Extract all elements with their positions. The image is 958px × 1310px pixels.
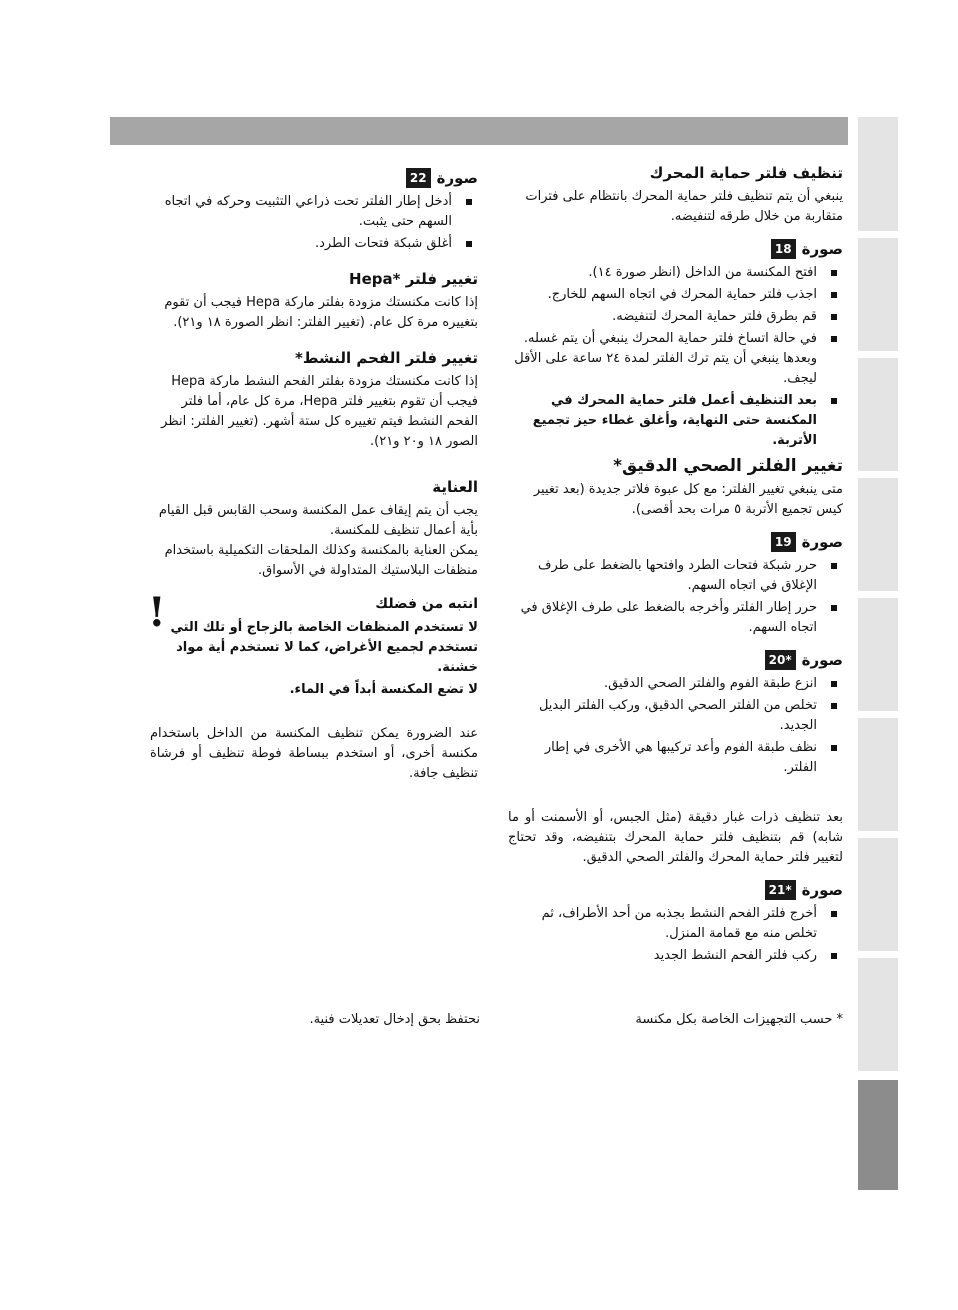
carbon-filter-text: إذا كانت مكنستك مزودة بفلتر الفحم النشط ماركة Hepa فيجب أن تقوم بتغيير فلتر Hepa، مرة كل عام، أما فلتر الفحم النشط فيتم تغييره كل ستة أشهر. (تغيير الفلتر: انظر الصور ١٨ و٢٠ و٢١). [161,374,478,449]
steps-list-21 [508,904,843,966]
figure-number: 18 [771,239,796,259]
care-text-2: يمكن العناية بالمكنسة وكذلك الملحقات التكميلية باستخدام منظفات البلاستيك المتداولة في الأسواق. [164,543,478,578]
side-tab-active[interactable] [858,1080,898,1190]
warning-text-1: لا تستخدم المنظفات الخاصة بالزجاج أو تلك التي تستخدم لجميع الأغراض، كما لا تستخدم أية مواد خشنة. [170,620,478,675]
exclamation-icon: ! [148,589,166,636]
steps-list-18 [508,263,843,451]
care-text-1: يجب أن يتم إيقاف عمل المكنسة وسحب القابس قبل القيام بأية أعمال تنظيف للمكنسة. [158,503,478,538]
section-title-hepa: تغيير فلتر *Hepa [349,270,478,288]
list-item: بعد التنظيف أعمل فلتر حماية المحرك في المكنسة حتى النهاية، وأغلق غطاء حيز تجميع الأتربة. [508,391,843,451]
side-tab[interactable] [858,238,898,351]
equipment-footnote: * حسب التجهيزات الخاصة بكل مكنسة [635,1012,843,1027]
steps-list-19 [508,556,843,638]
side-tab[interactable] [858,838,898,951]
figure-20-heading [508,650,843,670]
figure-label: صورة [801,881,843,899]
fine-dust-text: بعد تنظيف ذرات غبار دقيقة (مثل الجبس، أو الأسمنت أو ما شابه) قم بتنظيف فلتر حماية المحرك بتنفيضه، وقد تحتاج لتغيير فلتر حماية المحرك والفلتر الصحي الدقيق. [508,810,843,865]
figure-number: 22 [406,168,431,188]
list-item: في حالة اتساخ فلتر حماية المحرك ينبغي أن يتم غسله. وبعدها ينبغي أن يتم ترك الفلتر لمدة ٢٤ ساعة على الأقل ليجف. [508,329,843,389]
list-item: انزع طبقة الفوم والفلتر الصحي الدقيق. [508,674,843,694]
list-item: حرر إطار الفلتر وأخرجه بالضغط على طرف الإغلاق في اتجاه السهم. [508,598,843,638]
figure-label: صورة [801,240,843,258]
section-title-fine-filter: تغيير الفلتر الصحي الدقيق* [613,456,843,476]
side-tab[interactable] [858,598,898,711]
warning-text-2: لا تضع المكنسة أبداً في الماء. [289,682,478,697]
header-bar [110,117,848,145]
list-item: حرر شبكة فتحات الطرد وافتحها بالضغط على طرف الإغلاق في اتجاه السهم. [508,556,843,596]
side-tab[interactable] [858,478,898,591]
inside-cleaning-text: عند الضرورة يمكن تنظيف المكنسة من الداخل باستخدام مكنسة أخرى، أو استخدم ببساطة فوطة تنظيف أو فرشاة تنظيف جافة. [150,726,478,781]
hepa-text: إذا كانت مكنستك مزودة بفلتر ماركة Hepa فيجب أن تقوم بتغييره مرة كل عام. (تغيير الفلتر: انظر الصورة ١٨ و٢١). [164,295,478,330]
figure-22-heading [150,168,478,188]
figure-18-heading [508,239,843,259]
list-item: قم بطرق فلتر حماية المحرك لتنفيضه. [508,307,843,327]
fine-filter-text: متى ينبغي تغيير الفلتر: مع كل عبوة فلاتر جديدة (بعد تغيير كيس تجميع الأتربة ٥ مرات بحد أقصى). [533,482,843,517]
section-title-care: العناية [432,478,478,496]
motor-filter-text: ينبغي أن يتم تنظيف فلتر حماية المحرك بانتظام على فترات متقاربة من خلال طرقه لتنفيضه. [525,189,843,224]
list-item: تخلص من الفلتر الصحي الدقيق، وركب الفلتر البديل الجديد. [508,696,843,736]
steps-list-20 [508,674,843,778]
side-tab[interactable] [858,117,898,231]
figure-label: صورة [436,169,478,187]
right-column [508,162,843,970]
side-tab[interactable] [858,358,898,471]
warning-title: انتبه من فضلك [375,596,478,612]
side-tab[interactable] [858,718,898,831]
figure-number: 21* [765,880,796,900]
side-tab[interactable] [858,958,898,1071]
list-item: أخرج فلتر الفحم النشط بجذبه من أحد الأطراف، ثم تخلص منه مع قمامة المنزل. [508,904,843,944]
section-title-carbon-filter: تغيير فلتر الفحم النشط* [295,349,478,367]
figure-19-heading [508,532,843,552]
technical-changes-note: نحتفظ بحق إدخال تعديلات فنية. [309,1012,480,1027]
warning-box [148,589,478,700]
figure-label: صورة [801,533,843,551]
figure-number: 19 [771,532,796,552]
section-title-motor-filter: تنظيف فلتر حماية المحرك [649,164,843,182]
figure-label: صورة [801,651,843,669]
figure-21-heading [508,880,843,900]
list-item: افتح المكنسة من الداخل (انظر صورة ١٤). [508,263,843,283]
list-item: ركب فلتر الفحم النشط الجديد [508,946,843,966]
list-item: أغلق شبكة فتحات الطرد. [150,234,478,254]
list-item: اجذب فلتر حماية المحرك في اتجاه السهم للخارج. [508,285,843,305]
steps-list-22 [150,192,478,254]
figure-number: 20* [765,650,796,670]
list-item: أدخل إطار الفلتر تحت ذراعي التثبيت وحركه في اتجاه السهم حتى يثبت. [150,192,478,232]
left-column [150,168,478,790]
list-item: نظف طبقة الفوم وأعد تركيبها هي الأخرى في إطار الفلتر. [508,738,843,778]
